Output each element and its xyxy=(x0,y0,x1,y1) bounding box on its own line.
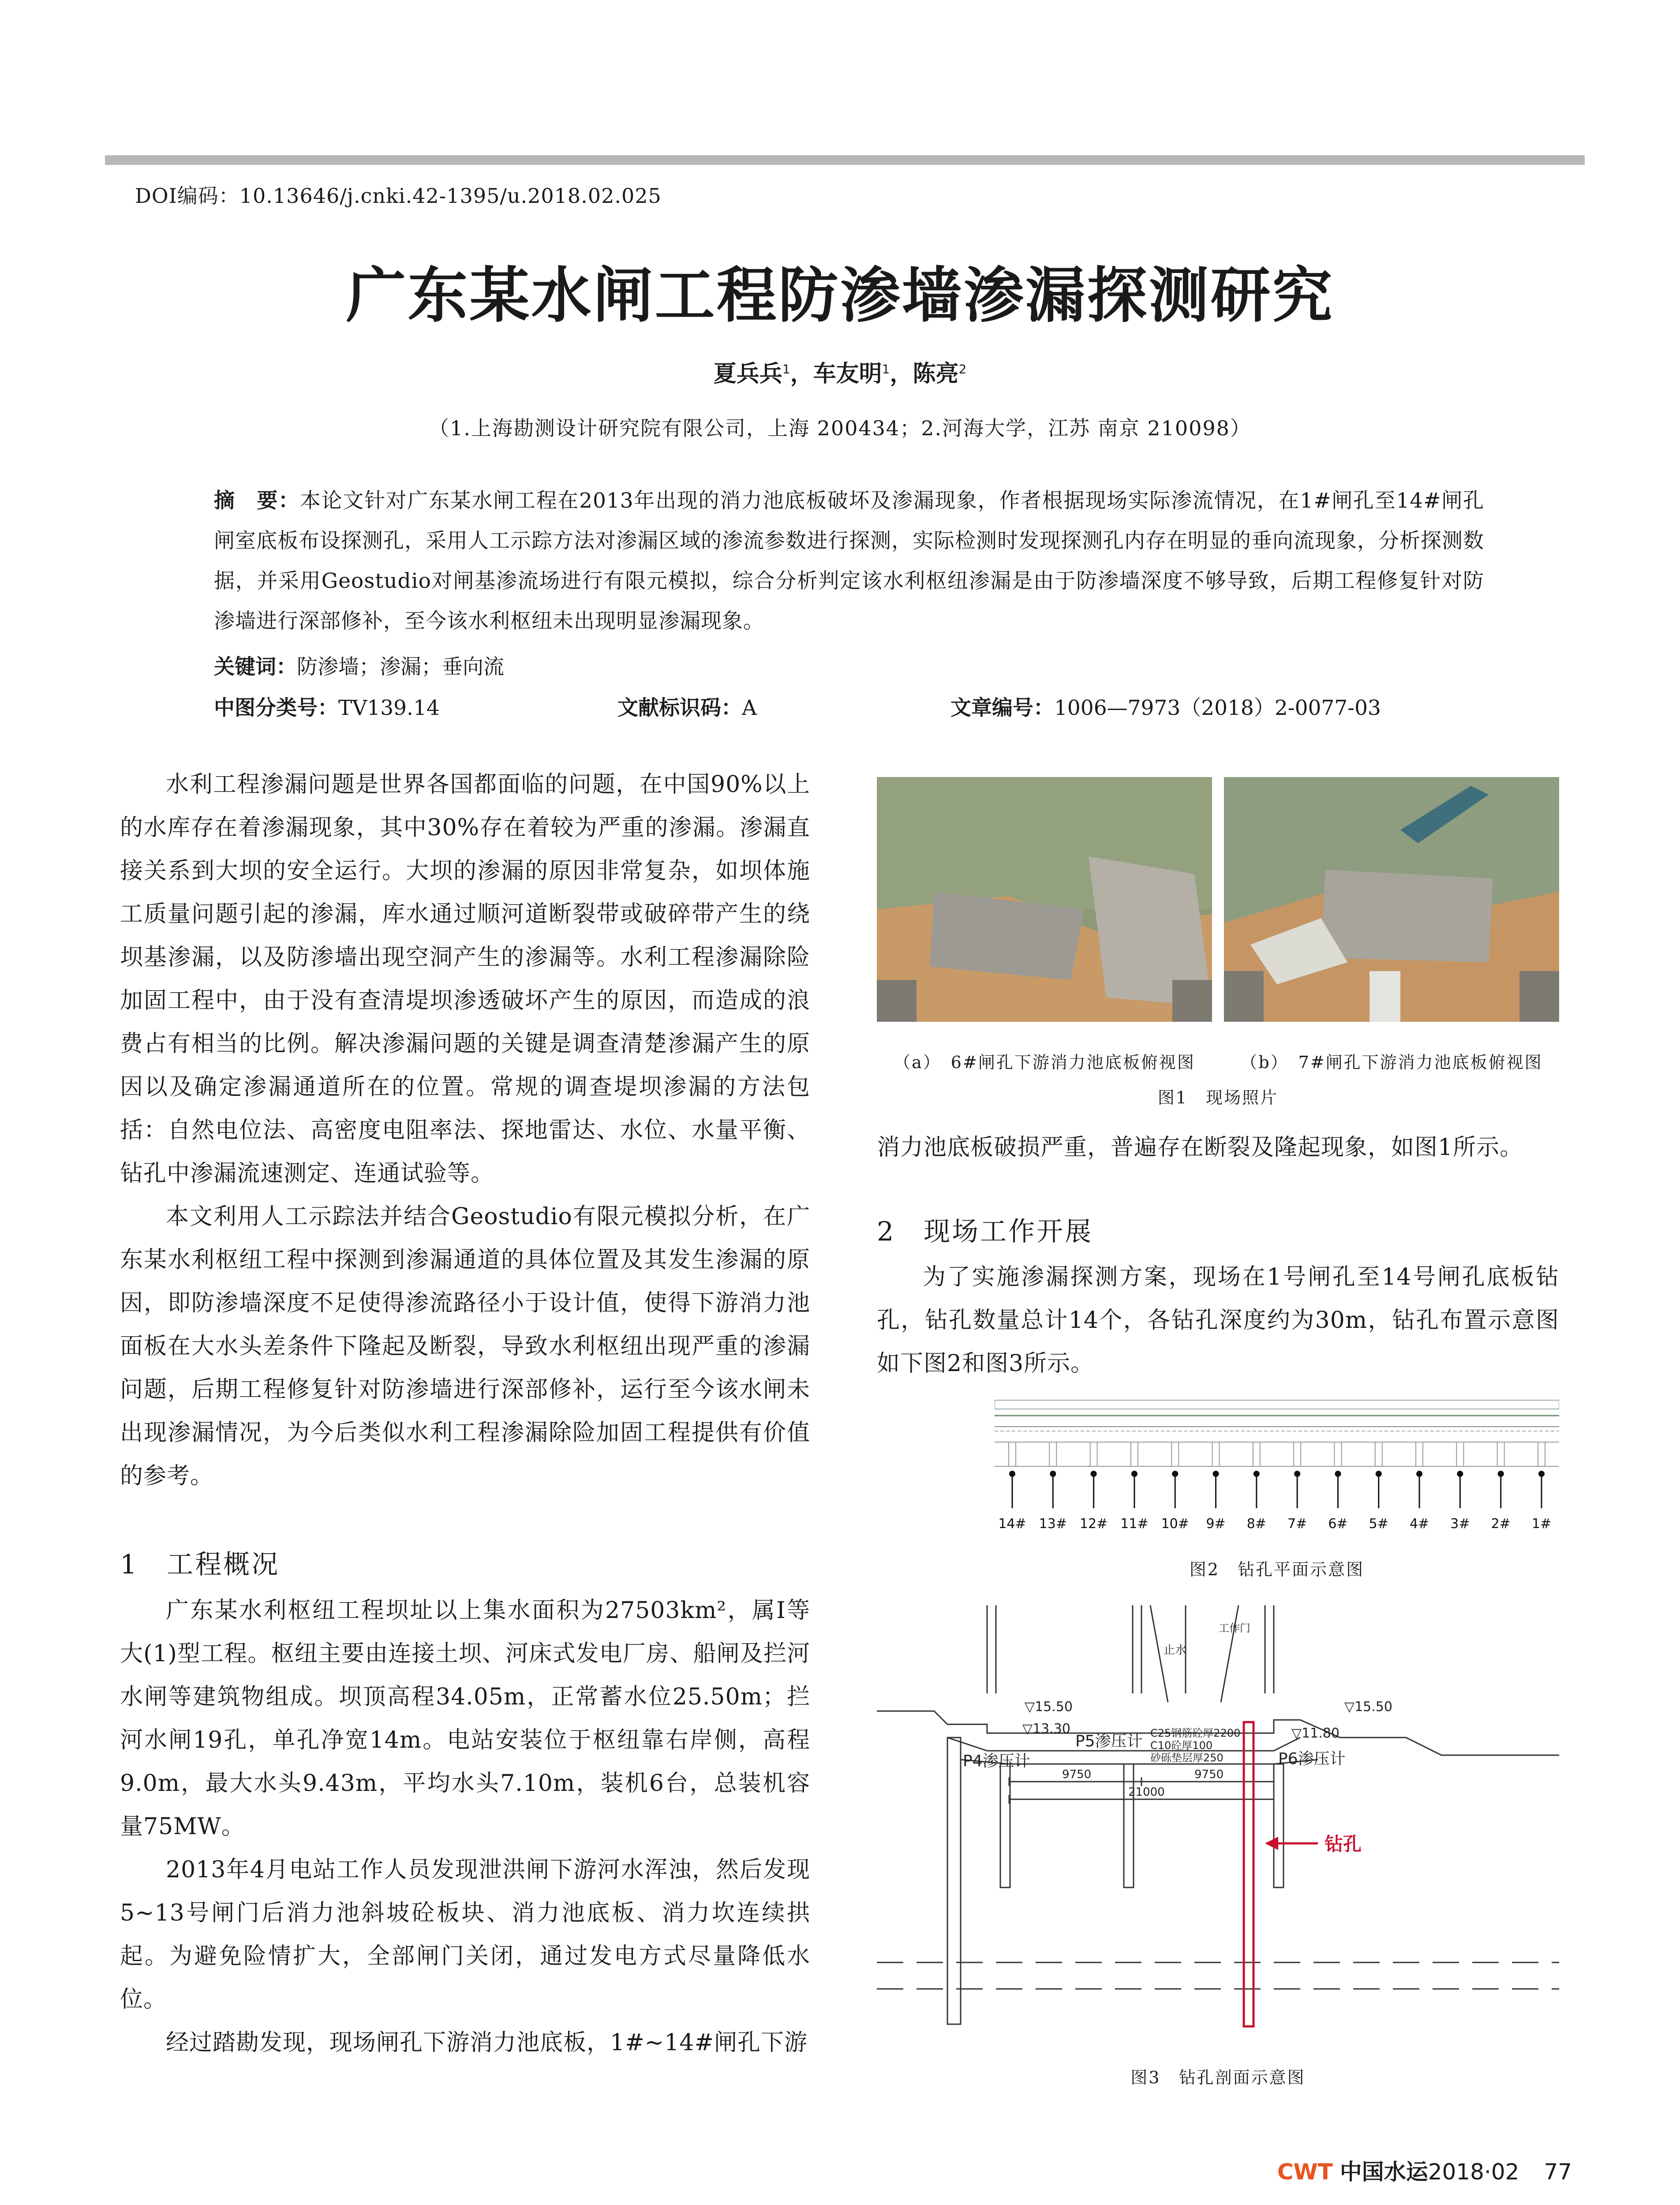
fig3-dim-3: 21000 xyxy=(1128,1786,1165,1799)
fig1-caption-b: （b） 7#闸孔下游消力池底板俯视图 xyxy=(1240,1053,1543,1072)
intro-paragraph-2: 本文利用人工示踪法并结合Geostudio有限元模拟分析，在广东某水利枢纽工程中探测到渗漏通道的具体位置及其发生渗漏的原因，即防渗墙深度不足使得渗流路径小于设计值，使得下游消力池面板在大水头差条件下隆起及断裂，导致水利枢纽出现严重的渗漏问题，后期工程修复针对防渗墙进行深部修补，运行至今该水闸未出现渗漏情况，为今后类似水利工程渗漏除险加固工程提供有价值的参考。 xyxy=(120,1203,810,1489)
fig2-drill-label: 4# xyxy=(1409,1516,1429,1532)
classification-label: 中图分类号： xyxy=(214,696,338,720)
fig3-dim-2: 9750 xyxy=(1194,1768,1224,1781)
fig2-drill-point xyxy=(1538,1471,1545,1477)
doc-code-label: 文献标识码： xyxy=(617,696,742,720)
fig2-pier xyxy=(1334,1442,1341,1466)
fig2-drill-point xyxy=(1457,1471,1463,1477)
fig3-elev-right: ▽15.50 xyxy=(1344,1699,1392,1715)
keywords xyxy=(214,650,504,680)
fig3-elev-r2: ▽11.80 xyxy=(1291,1726,1340,1741)
fig2-drill-point xyxy=(1253,1471,1260,1477)
classification-value: TV139.14 xyxy=(338,696,440,720)
fig2-drill-label: 2# xyxy=(1491,1516,1511,1532)
author-sep: ， xyxy=(890,361,913,387)
fig2-drill-label: 8# xyxy=(1246,1516,1266,1532)
abstract-text: 本论文针对广东某水闸工程在2013年出现的消力池底板破坏及渗漏现象，作者根据现场实际渗流情况，在1#闸孔至14#闸孔闸室底板布设探测孔，采用人工示踪方法对渗漏区域的渗流参数进行探测，实际检测时发现探测孔内存在明显的垂向流现象，分析探测数据，并采用Geostudio对闸基渗流场进行有限元模拟，综合分析判定该水利枢纽渗漏是由于防渗墙深度不够导致，后期工程修复针对防渗墙进行深部修补，至今该水利枢纽未出现明显渗漏现象。 xyxy=(214,489,1484,633)
fig1-caption-a: （a） 6#闸孔下游消力池底板俯视图 xyxy=(894,1053,1195,1072)
fig2-drill-point xyxy=(1131,1471,1137,1477)
left-column xyxy=(120,763,810,1498)
page-footer xyxy=(1277,2154,1572,2186)
fig2-drill-label: 10# xyxy=(1161,1516,1189,1532)
photo-6-gate xyxy=(877,777,1212,1022)
fig2-pier xyxy=(1497,1442,1504,1466)
doc-code-value: A xyxy=(742,696,757,720)
article-no xyxy=(950,691,1381,721)
fig2-drill-label: 3# xyxy=(1450,1516,1470,1532)
section-2-title: 2 现场工作开展 xyxy=(877,1216,1093,1247)
fig2-drill-point xyxy=(1335,1471,1341,1477)
fig2-drill-point xyxy=(1416,1471,1422,1477)
page-number: 77 xyxy=(1544,2159,1572,2185)
fig3-elev-mid: ▽13.30 xyxy=(1022,1721,1070,1737)
doc-code xyxy=(617,691,757,721)
fig2-drill-point xyxy=(1213,1471,1219,1477)
footer-cwt-logo: CWT xyxy=(1277,2159,1333,2185)
section-1-paragraph-2: 2013年4月电站工作人员发现泄洪闸下游河水浑浊，然后发现5~13号闸门后消力池斜坡砼板块、消力池底板、消力坎连续拱起。为避免险情扩大，全部闸门关闭，通过发电方式尽量降低水位。 xyxy=(120,1857,810,2013)
fig2-pier xyxy=(1131,1442,1138,1466)
doi-line: DOI编码：10.13646/j.cnki.42-1395/u.2018.02.025 xyxy=(135,184,662,208)
intro-paragraph-1: 水利工程渗漏问题是世界各国都面临的问题，在中国90%以上的水库存在着渗漏现象，其中30%存在着较为严重的渗漏。渗漏直接关系到大坝的安全运行。大坝的渗漏的原因非常复杂，如坝体施工质量问题引起的渗漏，库水通过顺河道断裂带或破碎带产生的绕坝基渗漏，以及防渗墙出现空洞产生的渗漏等。水利工程渗漏除险加固工程中，由于没有查清堤坝渗透破坏产生的原因，而造成的浪费占有相当的比例。解决渗漏问题的关键是调查清楚渗漏产生的原因以及确定渗漏通道所在的位置。常规的调查堤坝渗漏的方法包括：自然电位法、高密度电阻率法、探地雷达、水位、水量平衡、钻孔中渗漏流速测定、连通试验等。 xyxy=(120,771,810,1187)
fig2-drill-label: 1# xyxy=(1531,1516,1552,1532)
fig2-drill-point xyxy=(1376,1471,1382,1477)
author-name: 车友明 xyxy=(813,361,882,387)
section-2-body xyxy=(877,1256,1559,1385)
classification xyxy=(214,691,440,721)
fig2-drill-label: 9# xyxy=(1206,1516,1226,1532)
author-name: 陈亮 xyxy=(913,361,959,387)
fig2-drill-point xyxy=(1294,1471,1300,1477)
fig2-drill-label: 14# xyxy=(998,1516,1026,1532)
fig3-p5: P5渗压计 xyxy=(1075,1732,1143,1750)
abstract-label: 摘 要： xyxy=(214,489,300,513)
fig2-drill-plan xyxy=(995,1389,1559,1535)
fig3-dim-1: 9750 xyxy=(1062,1768,1092,1781)
fig2-drill-point xyxy=(1091,1471,1097,1477)
abstract xyxy=(214,481,1484,641)
fig2-pier xyxy=(1375,1442,1382,1466)
fig2-drill-label: 13# xyxy=(1039,1516,1067,1532)
fig2-drill-label: 5# xyxy=(1369,1516,1388,1532)
fig3-elev-left: ▽15.50 xyxy=(1025,1699,1073,1715)
fig2-drill-point xyxy=(1009,1471,1015,1477)
author-sep: ， xyxy=(790,361,813,387)
section-1-title: 1 工程概况 xyxy=(120,1549,280,1580)
author-name: 夏兵兵 xyxy=(713,361,782,387)
keywords-text: 防渗墙；渗漏；垂向流 xyxy=(297,655,504,679)
fig2-pier xyxy=(1090,1442,1097,1466)
fig2-drill-point xyxy=(1050,1471,1056,1477)
article-no-value: 1006—7973（2018）2-0077-03 xyxy=(1054,696,1381,720)
author-sup: 2 xyxy=(958,362,967,377)
fig2-drill-label: 12# xyxy=(1079,1516,1108,1532)
fig3-p4: P4渗压计 xyxy=(963,1752,1030,1770)
fig3-p6: P6渗压计 xyxy=(1278,1750,1346,1768)
fig3-drill-label: 钻孔 xyxy=(1325,1833,1362,1855)
fig2-drill-label: 11# xyxy=(1120,1516,1149,1532)
photo-7-gate xyxy=(1224,777,1559,1022)
author-sup: 1 xyxy=(882,362,890,377)
section-2-paragraph-1: 为了实施渗漏探测方案，现场在1号闸孔至14号闸孔底板钻孔，钻孔数量总计14个，各钻孔深度约为30m，钻孔布置示意图如下图2和图3所示。 xyxy=(877,1264,1559,1377)
fig2-pier xyxy=(1538,1442,1545,1466)
fig2-pier xyxy=(1009,1442,1016,1466)
page-title: 广东某水闸工程防渗墙渗漏探测研究 xyxy=(346,260,1334,331)
keywords-label: 关键词： xyxy=(214,655,297,679)
top-rule xyxy=(105,155,1585,165)
fig2-pier xyxy=(1049,1442,1056,1466)
fig3-layer-2: C10砼厚100 xyxy=(1150,1739,1213,1752)
fig2-title: 图2 钻孔平面示意图 xyxy=(1189,1560,1365,1579)
fig2-pier xyxy=(1416,1442,1423,1466)
author-line xyxy=(0,355,1680,388)
right-continuation xyxy=(877,1126,1559,1169)
fig2-drill-label: 6# xyxy=(1328,1516,1348,1532)
fig2-drill-label: 7# xyxy=(1287,1516,1307,1532)
fig3-drill-section xyxy=(877,1605,1559,2037)
fig3-water-stop: 止水 xyxy=(1164,1644,1187,1657)
fig3-gate: 工作门 xyxy=(1219,1622,1250,1634)
footer-issue: 2018·02 xyxy=(1428,2159,1519,2185)
section-1-body xyxy=(120,1589,810,2064)
article-no-label: 文章编号： xyxy=(950,696,1054,720)
section-1-paragraph-3: 经过踏勘发现，现场闸孔下游消力池底板，1#~14#闸孔下游 xyxy=(166,2029,808,2056)
fig2-pier xyxy=(1456,1442,1463,1466)
section-1-paragraph-1: 广东某水利枢纽工程坝址以上集水面积为27503km²，属Ⅰ等大(1)型工程。枢纽主要由连接土坝、河床式发电厂房、船闸及拦河水闸等建筑物组成。坝顶高程34.05m，正常蓄水位25.50m；拦河水闸19孔，单孔净宽14m。电站安装位于枢纽靠右岸侧，高程9.0m，最大水头9.43m，平均水头7.10m，装机6台，总装机容量75MW。 xyxy=(120,1597,810,1840)
fig3-title: 图3 钻孔剖面示意图 xyxy=(1130,2068,1306,2087)
fig1-title: 图1 现场照片 xyxy=(1157,1088,1279,1107)
fig2-pier xyxy=(1253,1442,1260,1466)
fig2-drill-point xyxy=(1498,1471,1504,1477)
fig2-drill-point xyxy=(1172,1471,1178,1477)
continuation-paragraph: 消力池底板破损严重，普遍存在断裂及隆起现象，如图1所示。 xyxy=(877,1134,1523,1161)
fig3-layer-1: C25钢筋砼厚2200 xyxy=(1150,1727,1241,1739)
author-sup: 1 xyxy=(782,362,790,377)
affiliation: （1.上海勘测设计研究院有限公司，上海 200434；2.河海大学，江苏 南京 210098） xyxy=(429,416,1251,440)
fig2-pier xyxy=(1294,1442,1301,1466)
fig3-layer-3: 砂砾垫层厚250 xyxy=(1150,1752,1224,1764)
footer-magazine: 中国水运 xyxy=(1340,2159,1428,2185)
fig2-pier xyxy=(1212,1442,1220,1466)
fig2-pier xyxy=(1171,1442,1179,1466)
